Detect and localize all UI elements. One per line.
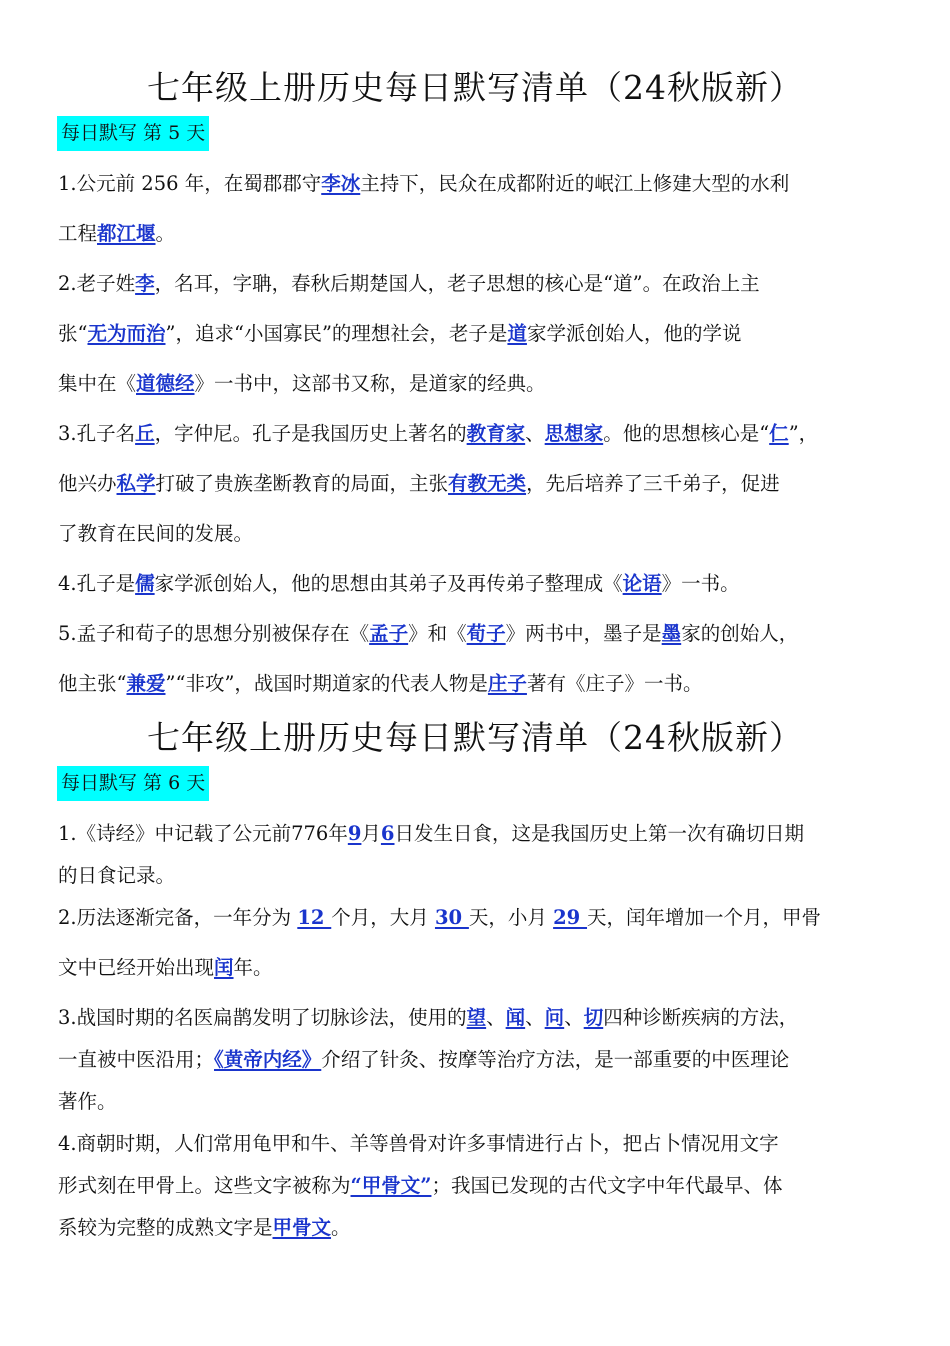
text-line xyxy=(58,220,175,248)
line-text: 1.《诗经》中记载了公元前776年 xyxy=(58,822,348,845)
line-text: 天，小月 xyxy=(468,906,554,929)
answer-blank: 论语 xyxy=(622,572,662,595)
text-line xyxy=(58,954,273,982)
line-text: 系较为完整的成熟文字是 xyxy=(58,1216,273,1239)
text-line xyxy=(58,862,175,890)
answer-blank: 仁 xyxy=(769,422,789,445)
text-line xyxy=(58,1172,782,1200)
answer-blank: 切 xyxy=(583,1006,604,1029)
answer-blank: 兼爱 xyxy=(126,672,166,695)
line-text: 形式刻在甲骨上。这些文字被称为 xyxy=(58,1174,351,1197)
text-line xyxy=(58,1214,351,1242)
line-text: 家学派创始人，他的学说 xyxy=(526,322,742,345)
text-line xyxy=(58,370,546,398)
line-text: 》一书。 xyxy=(661,572,740,595)
answer-blank: 道 xyxy=(507,322,527,345)
line-text: 3.孔子名 xyxy=(58,422,136,445)
answer-blank: 望 xyxy=(466,1006,487,1029)
line-text: 文中已经开始出现 xyxy=(58,956,215,979)
answer-blank: 儒 xyxy=(135,572,155,595)
line-text: 四种诊断疾病的方法， xyxy=(603,1006,799,1029)
line-text: ”“非攻”，战国时期道家的代表人物是 xyxy=(165,672,488,695)
answer-blank: 李 xyxy=(135,272,155,295)
line-text: 2.老子姓 xyxy=(58,272,136,295)
line-text: 主持下，民众在成都附近的岷江上修建大型的水利 xyxy=(360,172,790,195)
line-text: 、 xyxy=(486,1006,506,1029)
line-text: 一直被中医沿用； xyxy=(58,1048,215,1071)
text-line xyxy=(58,1130,779,1158)
line-text: 5.孟子和荀子的思想分别被保存在《 xyxy=(58,622,370,645)
line-text: 年。 xyxy=(233,956,273,979)
line-text: 他主张“ xyxy=(58,672,127,695)
answer-blank: 李冰 xyxy=(321,172,361,195)
line-text: 、 xyxy=(525,422,545,445)
line-text: 月 xyxy=(361,822,381,845)
text-line xyxy=(58,904,821,932)
line-text: 。他的思想核心是“ xyxy=(603,422,770,445)
line-text: 著有《庄子》一书。 xyxy=(526,672,703,695)
answer-blank: 丘 xyxy=(135,422,155,445)
answer-blank: 孟子 xyxy=(369,622,409,645)
answer-blank: 甲骨文 xyxy=(272,1216,332,1239)
answer-blank: 《黄帝内经》 xyxy=(214,1048,322,1071)
answer-blank: 问 xyxy=(544,1006,565,1029)
text-line xyxy=(58,270,760,298)
line-text: 》和《 xyxy=(408,622,467,645)
text-line xyxy=(58,570,740,598)
line-text: 介绍了针灸、按摩等治疗方法，是一部重要的中医理论 xyxy=(321,1048,790,1071)
line-text: ，先后培养了三千弟子，促进 xyxy=(526,472,780,495)
page-title: 七年级上册历史每日默写清单（24秋版新） xyxy=(147,68,803,107)
line-text: 的日食记录。 xyxy=(58,864,176,887)
line-text: ”，追求“小国寡民”的理想社会，老子是 xyxy=(165,322,508,345)
answer-blank: 教育家 xyxy=(466,422,526,445)
answer-blank: 私学 xyxy=(116,472,156,495)
line-text: 了教育在民间的发展。 xyxy=(58,522,254,545)
line-text: 、 xyxy=(525,1006,545,1029)
answer-blank: 29 xyxy=(553,906,588,929)
text-line xyxy=(58,820,804,848)
line-text: 集中在《 xyxy=(58,372,137,395)
line-text: 著作。 xyxy=(58,1090,117,1113)
line-text: 他兴办 xyxy=(58,472,117,495)
answer-blank: 有教无类 xyxy=(448,472,527,495)
line-text: ”， xyxy=(788,422,819,445)
text-line xyxy=(58,520,253,548)
day-tag: 每日默写 第 6 天 xyxy=(57,766,209,801)
answer-blank: 墨 xyxy=(661,622,682,645)
line-text: 工程 xyxy=(58,222,98,245)
line-text: 》两书中，墨子是 xyxy=(505,622,662,645)
line-text: 1.公元前 256 年，在蜀郡郡守 xyxy=(58,172,322,195)
line-text: 、 xyxy=(564,1006,584,1029)
text-line xyxy=(58,320,741,348)
line-text: 打破了贵族垄断教育的局面，主张 xyxy=(155,472,449,495)
answer-blank: 无为而治 xyxy=(87,322,166,345)
line-text: ，字仲尼。孔子是我国历史上著名的 xyxy=(154,422,467,445)
text-line xyxy=(58,420,818,448)
line-text: 张“ xyxy=(58,322,88,345)
line-text: ；我国已发现的古代文字中年代最早、体 xyxy=(431,1174,783,1197)
line-text: 4.商朝时期，人们常用龟甲和牛、羊等兽骨对许多事情进行占卜，把占卜情况用文字 xyxy=(58,1132,779,1155)
answer-blank: 6 xyxy=(380,822,395,845)
text-line xyxy=(58,1004,798,1032)
text-line xyxy=(58,620,798,648)
text-line xyxy=(58,1046,789,1074)
line-text: 天，闰年增加一个月，甲骨 xyxy=(587,906,822,929)
answer-blank: 庄子 xyxy=(487,672,527,695)
line-text: ，名耳，字聃，春秋后期楚国人，老子思想的核心是“道”。在政治上主 xyxy=(154,272,760,295)
answer-blank: 9 xyxy=(347,822,362,845)
line-text: 2.历法逐渐完备，一年分为 xyxy=(58,906,298,929)
line-text: 4.孔子是 xyxy=(58,572,136,595)
line-text: 》一书中，这部书又称，是道家的经典。 xyxy=(194,372,546,395)
line-text: 。 xyxy=(155,222,176,245)
text-line xyxy=(58,470,780,498)
line-text: 家的创始人， xyxy=(681,622,799,645)
line-text: 家学派创始人，他的思想由其弟子及再传弟子整理成《 xyxy=(154,572,623,595)
answer-blank: “甲骨文” xyxy=(350,1174,432,1197)
answer-blank: 30 xyxy=(434,906,469,929)
text-line xyxy=(58,1088,117,1116)
answer-blank: 道德经 xyxy=(136,372,195,395)
text-line xyxy=(58,170,789,198)
answer-blank: 都江堰 xyxy=(97,222,156,245)
text-line xyxy=(58,670,702,698)
answer-blank: 思想家 xyxy=(544,422,604,445)
answer-blank: 12 xyxy=(297,906,332,929)
line-text: 3.战国时期的名医扁鹊发明了切脉诊法，使用的 xyxy=(58,1006,467,1029)
day-tag: 每日默写 第 5 天 xyxy=(57,116,209,151)
page-title: 七年级上册历史每日默写清单（24秋版新） xyxy=(147,718,803,757)
line-text: 日发生日食，这是我国历史上第一次有确切日期 xyxy=(394,822,805,845)
answer-blank: 闰 xyxy=(214,956,234,979)
answer-blank: 闻 xyxy=(505,1006,526,1029)
answer-blank: 荀子 xyxy=(466,622,506,645)
line-text: 。 xyxy=(331,1216,351,1239)
line-text: 个月，大月 xyxy=(331,906,435,929)
